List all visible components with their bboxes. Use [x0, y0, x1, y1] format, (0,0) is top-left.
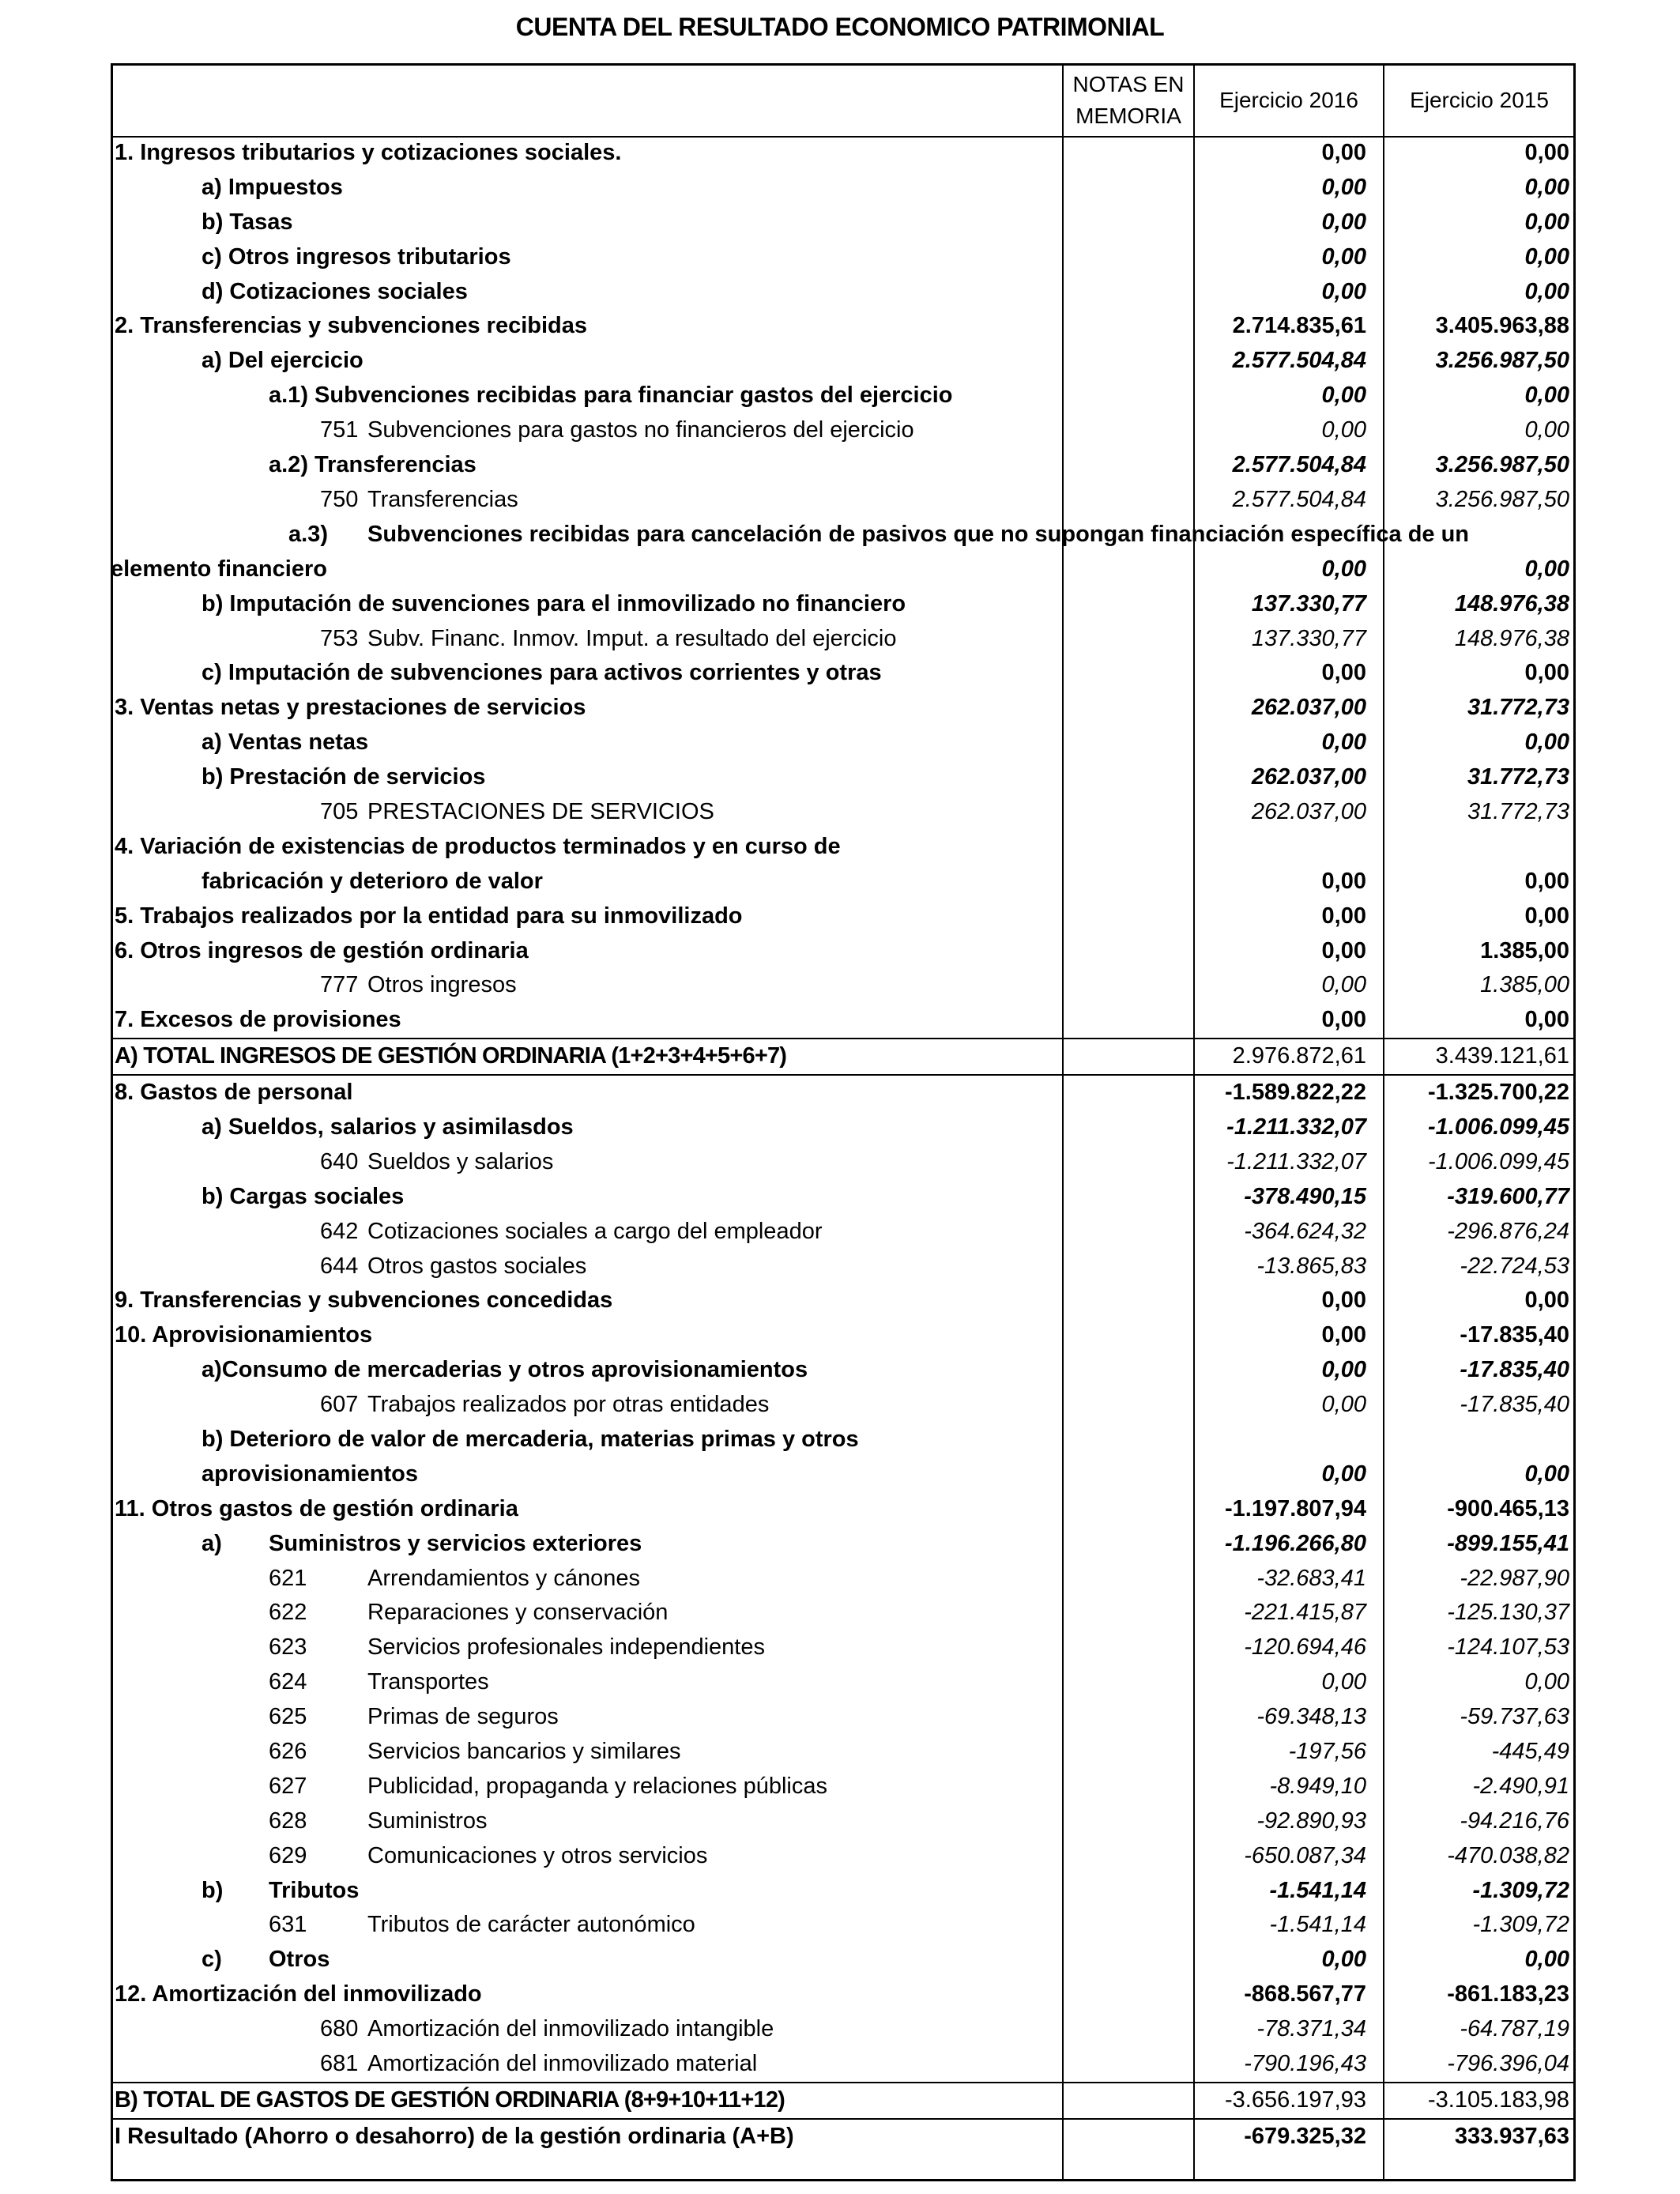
line-item-row [111, 830, 1576, 899]
line-item-row [111, 656, 1576, 691]
value-2015: 0,00 [1524, 417, 1569, 443]
value-2015: -1.309,72 [1472, 1912, 1569, 1938]
value-2016: 2.976.872,61 [1232, 1043, 1366, 1069]
account-code: 644 [320, 1253, 359, 1279]
value-2015: 1.385,00 [1480, 972, 1569, 998]
account-code: 750 [320, 486, 359, 512]
account-description: Subv. Financ. Inmov. Imput. a resultado del ejercicio [367, 625, 897, 651]
line-item-row [111, 1003, 1576, 1038]
value-2016: 0,00 [1321, 383, 1366, 409]
value-2016: 0,00 [1321, 278, 1366, 304]
value-2015: -125.130,37 [1447, 1600, 1569, 1626]
account-row [111, 1665, 1576, 1700]
value-2016: 0,00 [1321, 417, 1366, 443]
row-label: a) Impuestos [202, 174, 343, 200]
account-row [111, 1839, 1576, 1874]
value-2015: -3.105.183,98 [1428, 2087, 1569, 2113]
row-label: 4. Variación de existencias de productos terminados y en curso de [115, 833, 841, 859]
account-description: Tributos de carácter autonómico [367, 1912, 695, 1938]
account-description: Cotizaciones sociales a cargo del empleador [367, 1218, 823, 1244]
row-label: 10. Aprovisionamientos [115, 1322, 373, 1348]
value-2015: 0,00 [1524, 243, 1569, 270]
value-2015: 31.772,73 [1467, 695, 1569, 721]
value-2016: -868.567,77 [1244, 1981, 1366, 2007]
header-notes: NOTAS EN MEMORIA [1072, 72, 1185, 128]
account-code: 623 [269, 1634, 307, 1661]
line-item-row [111, 760, 1576, 795]
row-label: 6. Otros ingresos de gestión ordinaria [115, 937, 529, 963]
account-description: Amortización del inmovilizado material [367, 2051, 758, 2077]
value-2016: -69.348,13 [1256, 1704, 1366, 1730]
line-item-row [111, 171, 1576, 205]
value-2015: 3.256.987,50 [1435, 348, 1569, 374]
row-label: c) Otros ingresos tributarios [202, 243, 511, 270]
line-item-row [111, 1492, 1576, 1527]
value-2015: 0,00 [1524, 868, 1569, 894]
line-item-row [111, 379, 1576, 413]
value-2015: 0,00 [1524, 903, 1569, 929]
value-2016: 2.577.504,84 [1232, 486, 1366, 512]
row-label: 1. Ingresos tributarios y cotizaciones sociales. [115, 140, 622, 165]
total-row [111, 1038, 1576, 1074]
value-2016: 0,00 [1321, 174, 1366, 200]
account-description: Publicidad, propaganda y relaciones públicas [367, 1773, 827, 1799]
row-label: I Resultado (Ahorro o desahorro) de la gestión ordinaria (A+B) [115, 2123, 794, 2149]
value-2016: 0,00 [1321, 660, 1366, 686]
value-2016: -120.694,46 [1244, 1634, 1366, 1661]
account-description: Sueldos y salarios [367, 1148, 554, 1174]
account-row [111, 1250, 1576, 1284]
account-description: Subvenciones para gastos no financieros del ejercicio [367, 417, 914, 443]
account-row [111, 1770, 1576, 1804]
value-2016: 0,00 [1321, 729, 1366, 756]
account-code: 680 [320, 2016, 359, 2042]
value-2015: -445,49 [1491, 1739, 1569, 1764]
account-row [111, 1145, 1576, 1180]
account-row [111, 1562, 1576, 1596]
value-2015: 0,00 [1524, 383, 1569, 409]
row-label: a)Consumo de mercaderias y otros aprovisionamientos [202, 1357, 808, 1383]
line-item-row [111, 1074, 1576, 1110]
value-2016: -221.415,87 [1244, 1600, 1366, 1626]
value-2016: 262.037,00 [1251, 695, 1366, 721]
value-2015: -17.835,40 [1460, 1357, 1569, 1383]
value-2015: -64.787,19 [1460, 2016, 1569, 2042]
line-item-row [111, 344, 1576, 379]
value-2015: 0,00 [1524, 660, 1569, 686]
row-label: A) TOTAL INGRESOS DE GESTIÓN ORDINARIA (1+2+3+4+5+6+7) [115, 1043, 787, 1069]
account-code: 607 [320, 1392, 359, 1418]
account-code: 622 [269, 1600, 307, 1626]
row-label: b) Cargas sociales [202, 1183, 405, 1209]
value-2015: 1.385,00 [1480, 937, 1569, 963]
value-2016: 0,00 [1321, 868, 1366, 894]
row-label: Otros [269, 1947, 330, 1973]
line-item-row [111, 934, 1576, 969]
account-code: 624 [269, 1669, 307, 1695]
value-2016: 0,00 [1321, 1947, 1366, 1973]
value-2015: 148.976,38 [1454, 590, 1569, 616]
value-2015: -2.490,91 [1472, 1773, 1569, 1799]
value-2015: 0,00 [1524, 729, 1569, 756]
value-2016: -13.865,83 [1256, 1253, 1366, 1279]
value-2015: -319.600,77 [1447, 1183, 1569, 1209]
value-2015: 0,00 [1524, 1287, 1569, 1314]
line-item-row [111, 1874, 1576, 1909]
account-row [111, 483, 1576, 518]
value-2015: 0,00 [1524, 1007, 1569, 1033]
row-label: b) Tasas [202, 209, 293, 235]
row-label: b) Deterioro de valor de mercaderia, materias primas y otros [202, 1426, 859, 1452]
line-item-row [111, 275, 1576, 310]
value-2015: 0,00 [1524, 174, 1569, 200]
value-2016: 2.577.504,84 [1232, 452, 1366, 478]
value-2016: -3.656.197,93 [1225, 2087, 1366, 2113]
account-row [111, 1630, 1576, 1665]
value-2016: -790.196,43 [1244, 2051, 1366, 2077]
value-2016: -1.197.807,94 [1225, 1495, 1366, 1521]
page-title: CUENTA DEL RESULTADO ECONOMICO PATRIMONIAL [515, 13, 1165, 41]
value-2015: -22.724,53 [1460, 1253, 1569, 1279]
row-label: b) Imputación de suvenciones para el inmovilizado no financiero [202, 590, 906, 616]
row-prefix: a.3) [288, 521, 328, 547]
row-prefix: a) [202, 1530, 222, 1556]
value-2015: -796.396,04 [1447, 2051, 1569, 2077]
value-2016: -1.211.332,07 [1226, 1148, 1366, 1174]
row-label: 2. Transferencias y subvenciones recibidas [115, 313, 588, 339]
line-item-row [111, 1977, 1576, 2012]
row-label: a.2) Transferencias [269, 452, 477, 478]
value-2016: 2.714.835,61 [1232, 313, 1366, 339]
row-label: d) Cotizaciones sociales [202, 278, 468, 304]
row-label: Suministros y servicios exteriores [269, 1530, 642, 1556]
line-item-row [111, 240, 1576, 275]
value-2016: 137.330,77 [1251, 590, 1366, 616]
header-ejercicio-2016: Ejercicio 2016 [1219, 88, 1358, 112]
value-2015: 0,00 [1524, 140, 1569, 165]
account-code: 753 [320, 625, 359, 651]
row-prefix: b) [202, 1877, 224, 1903]
row-label: 9. Transferencias y subvenciones concedidas [115, 1287, 613, 1314]
value-2015: -1.309,72 [1472, 1877, 1569, 1903]
value-2015: -17.835,40 [1460, 1322, 1569, 1348]
account-row [111, 2012, 1576, 2047]
value-2015: 0,00 [1524, 1669, 1569, 1695]
row-label: Subvenciones recibidas para cancelación de pasivos que no supongan financiación específica de un elemento financiero [111, 521, 1470, 582]
line-item-row [111, 2118, 1576, 2154]
account-row [111, 1388, 1576, 1423]
value-2015: 0,00 [1524, 1947, 1569, 1973]
account-code: 642 [320, 1218, 359, 1244]
value-2016: -1.541,14 [1269, 1912, 1366, 1938]
account-row [111, 968, 1576, 1003]
value-2016: 0,00 [1321, 903, 1366, 929]
value-2016: 0,00 [1321, 1322, 1366, 1348]
value-2016: -364.624,32 [1244, 1218, 1366, 1244]
line-item-row [111, 309, 1576, 344]
value-2016: 262.037,00 [1251, 764, 1366, 790]
account-description: Suministros [367, 1808, 488, 1834]
line-item-row [111, 691, 1576, 726]
value-2016: -8.949,10 [1269, 1773, 1366, 1799]
account-description: Amortización del inmovilizado intangible [367, 2016, 774, 2042]
account-description: Transferencias [367, 486, 518, 512]
row-label-continued: aprovisionamientos [202, 1461, 418, 1487]
value-2016: 0,00 [1321, 972, 1366, 998]
value-2015: 31.772,73 [1467, 764, 1569, 790]
account-code: 751 [320, 417, 359, 443]
account-row [111, 1596, 1576, 1630]
account-row [111, 795, 1576, 830]
account-code: 705 [320, 798, 359, 824]
line-item-row [111, 899, 1576, 934]
account-description: Servicios bancarios y similares [367, 1739, 681, 1764]
value-2016: 2.577.504,84 [1232, 348, 1366, 374]
row-label: a) Ventas netas [202, 729, 369, 756]
header-ejercicio-2015: Ejercicio 2015 [1410, 88, 1549, 112]
row-label: a) Sueldos, salarios y asimilasdos [202, 1114, 574, 1140]
value-2016: 0,00 [1321, 1287, 1366, 1314]
account-description: Primas de seguros [367, 1704, 559, 1730]
value-2016: 0,00 [1321, 1392, 1366, 1418]
account-description: Trabajos realizados por otras entidades [367, 1392, 770, 1418]
value-2015: -59.737,63 [1460, 1704, 1569, 1730]
account-code: 627 [269, 1773, 307, 1799]
account-code: 628 [269, 1808, 307, 1834]
value-2015: -94.216,76 [1460, 1808, 1569, 1834]
row-label: 12. Amortización del inmovilizado [115, 1981, 482, 2007]
account-description: Arrendamientos y cánones [367, 1565, 640, 1591]
total-row [111, 2082, 1576, 2118]
value-2015: 3.256.987,50 [1435, 486, 1569, 512]
value-2015: 0,00 [1524, 556, 1569, 582]
value-2015: -1.325.700,22 [1428, 1080, 1569, 1106]
account-description: Comunicaciones y otros servicios [367, 1842, 708, 1868]
account-code: 621 [269, 1565, 307, 1591]
value-2015: -900.465,13 [1447, 1495, 1569, 1521]
value-2016: -78.371,34 [1256, 2016, 1366, 2042]
value-2016: -650.087,34 [1244, 1842, 1366, 1868]
value-2015: 0,00 [1524, 209, 1569, 235]
value-2015: 0,00 [1524, 278, 1569, 304]
value-2016: 0,00 [1321, 1461, 1366, 1487]
line-item-row [111, 1318, 1576, 1353]
row-label: Tributos [269, 1877, 360, 1903]
account-row [111, 1700, 1576, 1735]
value-2015: -296.876,24 [1447, 1218, 1569, 1244]
row-label: B) TOTAL DE GASTOS DE GESTIÓN ORDINARIA (8+9+10+11+12) [115, 2087, 785, 2113]
value-2016: -1.196.266,80 [1225, 1530, 1366, 1556]
value-2016: -92.890,93 [1256, 1808, 1366, 1834]
value-2016: -1.211.332,07 [1226, 1114, 1366, 1140]
value-2015: -1.006.099,45 [1428, 1114, 1569, 1140]
value-2016: -1.541,14 [1269, 1877, 1366, 1903]
account-code: 640 [320, 1148, 359, 1174]
row-label: 5. Trabajos realizados por la entidad para su inmovilizado [115, 903, 743, 929]
line-item-row [111, 518, 1576, 587]
line-item-row [111, 726, 1576, 760]
row-label: a.1) Subvenciones recibidas para financiar gastos del ejercicio [269, 383, 953, 409]
line-item-row [111, 205, 1576, 240]
account-row [111, 622, 1576, 657]
value-2016: -679.325,32 [1244, 2123, 1366, 2149]
account-row [111, 1735, 1576, 1770]
account-row [111, 413, 1576, 448]
account-description: Reparaciones y conservación [367, 1600, 669, 1626]
account-row [111, 2047, 1576, 2082]
account-row [111, 1908, 1576, 1943]
value-2016: -32.683,41 [1256, 1565, 1366, 1591]
value-2016: 262.037,00 [1251, 798, 1366, 824]
row-label-continued: fabricación y deterioro de valor [202, 868, 543, 894]
account-description: Otros gastos sociales [367, 1253, 587, 1279]
value-2015: 0,00 [1524, 1461, 1569, 1487]
line-item-row [111, 1110, 1576, 1145]
value-2016: 0,00 [1321, 1007, 1366, 1033]
account-description: PRESTACIONES DE SERVICIOS [367, 798, 714, 824]
value-2016: 0,00 [1321, 140, 1366, 165]
line-item-row [111, 1423, 1576, 1492]
line-item-row [111, 1284, 1576, 1318]
value-2016: 137.330,77 [1251, 625, 1366, 651]
value-2015: 3.405.963,88 [1435, 313, 1569, 339]
value-2015: -861.183,23 [1447, 1981, 1569, 2007]
value-2016: -378.490,15 [1244, 1183, 1366, 1209]
account-description: Servicios profesionales independientes [367, 1634, 765, 1661]
line-item-row [111, 1943, 1576, 1977]
account-description: Otros ingresos [367, 972, 517, 998]
value-2016: -1.589.822,22 [1225, 1080, 1366, 1106]
line-item-row [111, 1353, 1576, 1388]
value-2015: -899.155,41 [1447, 1530, 1569, 1556]
value-2015: 3.439.121,61 [1435, 1043, 1569, 1069]
value-2016: 0,00 [1321, 243, 1366, 270]
account-code: 629 [269, 1842, 307, 1868]
row-label: 8. Gastos de personal [115, 1080, 353, 1106]
value-2015: -124.107,53 [1447, 1634, 1569, 1661]
row-label: 3. Ventas netas y prestaciones de servicios [115, 695, 586, 721]
account-code: 626 [269, 1739, 307, 1764]
row-label: b) Prestación de servicios [202, 764, 486, 790]
value-2015: -470.038,82 [1447, 1842, 1569, 1868]
row-prefix: c) [202, 1947, 222, 1973]
row-label: c) Imputación de subvenciones para activos corrientes y otras [202, 660, 882, 686]
account-description: Transportes [367, 1669, 489, 1695]
value-2015: -22.987,90 [1460, 1565, 1569, 1591]
value-2015: 333.937,63 [1454, 2123, 1569, 2149]
line-item-row [111, 448, 1576, 483]
value-2016: 0,00 [1321, 1669, 1366, 1695]
line-item-row [111, 1527, 1576, 1562]
value-2016: 0,00 [1321, 556, 1366, 582]
value-2015: -1.006.099,45 [1428, 1148, 1569, 1174]
value-2015: 3.256.987,50 [1435, 452, 1569, 478]
account-code: 625 [269, 1704, 307, 1730]
row-label: 7. Excesos de provisiones [115, 1007, 401, 1033]
statement-rows [111, 136, 1576, 2154]
account-code: 681 [320, 2051, 359, 2077]
value-2016: 0,00 [1321, 1357, 1366, 1383]
line-item-row [111, 136, 1576, 171]
account-code: 631 [269, 1912, 307, 1938]
line-item-row [111, 587, 1576, 622]
value-2016: -197,56 [1288, 1739, 1366, 1764]
value-2015: 31.772,73 [1467, 798, 1569, 824]
account-row [111, 1215, 1576, 1250]
value-2015: -17.835,40 [1460, 1392, 1569, 1418]
value-2016: 0,00 [1321, 209, 1366, 235]
account-row [111, 1804, 1576, 1839]
line-item-row [111, 1180, 1576, 1215]
row-label: 11. Otros gastos de gestión ordinaria [115, 1495, 518, 1521]
value-2016: 0,00 [1321, 937, 1366, 963]
row-label: a) Del ejercicio [202, 348, 363, 374]
account-code: 777 [320, 972, 359, 998]
value-2015: 148.976,38 [1454, 625, 1569, 651]
